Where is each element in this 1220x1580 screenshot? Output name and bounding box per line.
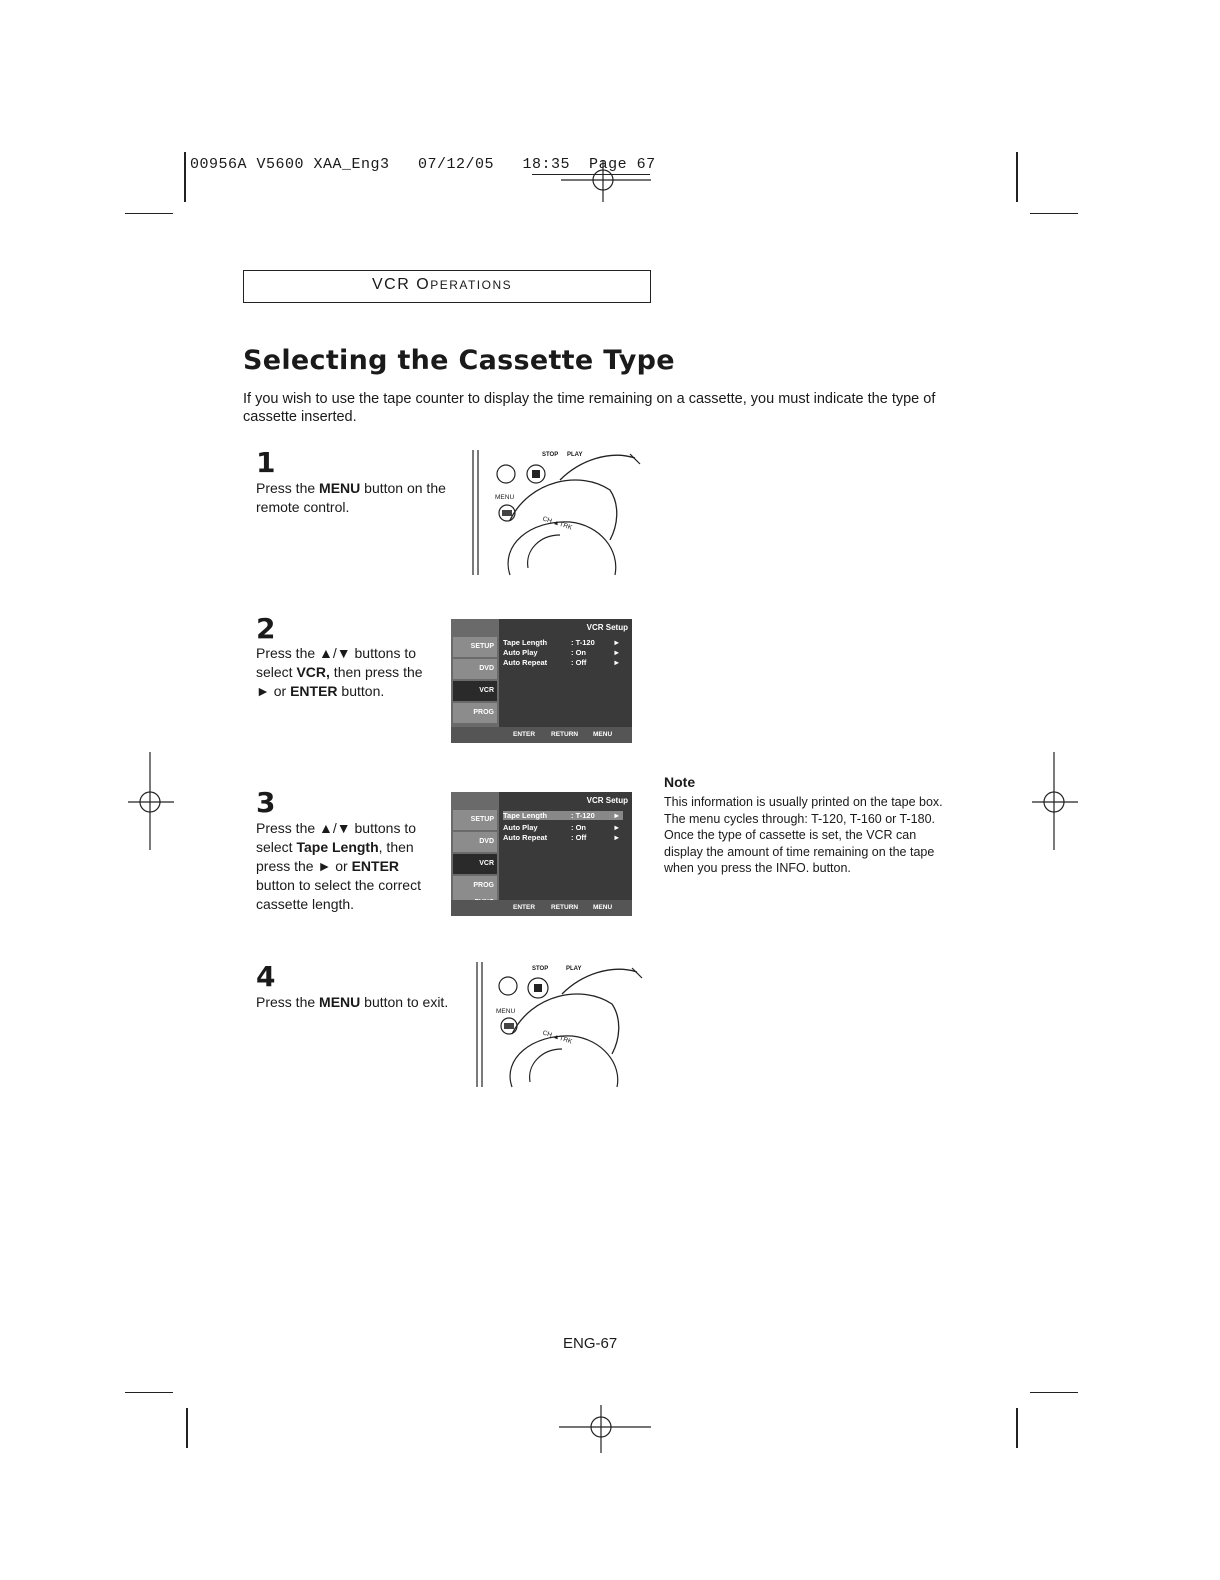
osd-tab: PROG (453, 703, 497, 723)
play-label: PLAY (566, 966, 582, 972)
section-label-rest: PERATIONS (430, 278, 513, 292)
section-header (243, 270, 651, 303)
osd-tab: DVD (453, 832, 497, 852)
menu-label: MENU (496, 1008, 516, 1015)
section-label-cap: O (416, 276, 431, 293)
osd-row: Tape Length : T-120 ► (503, 638, 621, 647)
osd-screenshot (451, 619, 632, 743)
remote-hand-graphic (470, 450, 645, 578)
step-number: 2 (256, 612, 276, 645)
ch-trk-label: CH ▲TRK (541, 515, 573, 532)
slug-underline (532, 174, 650, 175)
osd-row: Auto Play : On ► (503, 648, 621, 657)
osd-row: Auto Play : On ► (503, 823, 621, 832)
osd-tab: SETUP (453, 810, 497, 830)
step-number: 1 (256, 446, 276, 479)
crop-mark (184, 152, 186, 202)
intro-paragraph: If you wish to use the tape counter to display the time remaining on a cassette, you must indicate the type of cassette inserted. (243, 391, 936, 425)
osd-row-selected: Tape Length : T-120 ► (503, 811, 623, 820)
osd-header: VCR Setup (586, 796, 628, 805)
section-label (372, 276, 512, 294)
osd-sidebar (451, 792, 499, 916)
step-number: 4 (256, 960, 276, 993)
section-label-first: VCR (372, 276, 417, 293)
remote-illustration (474, 962, 646, 1090)
print-slug: 00956A V5600 XAA_Eng3 07/12/05 18:35 Page 67 (190, 156, 656, 173)
crop-mark (1016, 1408, 1018, 1448)
registration-mark (555, 1405, 655, 1455)
registration-mark (1030, 752, 1080, 852)
osd-tab: PROG (453, 876, 497, 896)
crop-mark (1030, 213, 1078, 214)
step-text: Press the ▲/▼ buttons to select Tape Length, then press the ► or ENTER button to select the correct cassette length. (256, 820, 421, 912)
remote-illustration (470, 450, 645, 578)
crop-mark (1030, 1392, 1078, 1393)
ch-trk-label: CH ▲TRK (541, 1029, 573, 1046)
step-text: Press the MENU button on the remote control. (256, 480, 446, 515)
step-number: 3 (256, 786, 276, 819)
crop-mark (1016, 152, 1018, 202)
osd-tab: SETUP (453, 637, 497, 657)
note-heading: Note (664, 774, 696, 790)
osd-tab: DVD (453, 659, 497, 679)
stop-label: STOP (532, 966, 549, 972)
crop-mark (125, 213, 173, 214)
crop-mark (186, 1408, 188, 1448)
osd-screenshot (451, 792, 632, 916)
osd-sidebar (451, 619, 499, 743)
osd-tab: VCR (453, 681, 497, 701)
stop-label: STOP (542, 452, 559, 458)
menu-label: MENU (495, 494, 515, 501)
osd-footer-bar: ENTER RETURN MENU (451, 900, 632, 916)
remote-hand-graphic (474, 962, 646, 1090)
osd-footer-bar: ENTER RETURN MENU (451, 727, 632, 743)
osd-header: VCR Setup (586, 623, 628, 632)
osd-row: Auto Repeat : Off ► (503, 833, 621, 842)
note-text: This information is usually printed on the tape box. The menu cycles through: T-120, T-160 or T-180. Once the type of cassette is set, the VCR can display the amount of time remaining on the tape when you press the INFO. button. (664, 795, 943, 875)
osd-row: Auto Repeat : Off ► (503, 658, 621, 667)
step-text: Press the MENU button to exit. (256, 994, 449, 1010)
page-number: ENG-67 (563, 1335, 618, 1352)
play-label: PLAY (567, 452, 583, 458)
registration-mark (128, 752, 178, 852)
crop-mark (125, 1392, 173, 1393)
step-text: Press the ▲/▼ buttons to select VCR, then press the ► or ENTER button. (256, 645, 423, 699)
page-title: Selecting the Cassette Type (243, 345, 675, 376)
osd-tab: VCR (453, 854, 497, 874)
